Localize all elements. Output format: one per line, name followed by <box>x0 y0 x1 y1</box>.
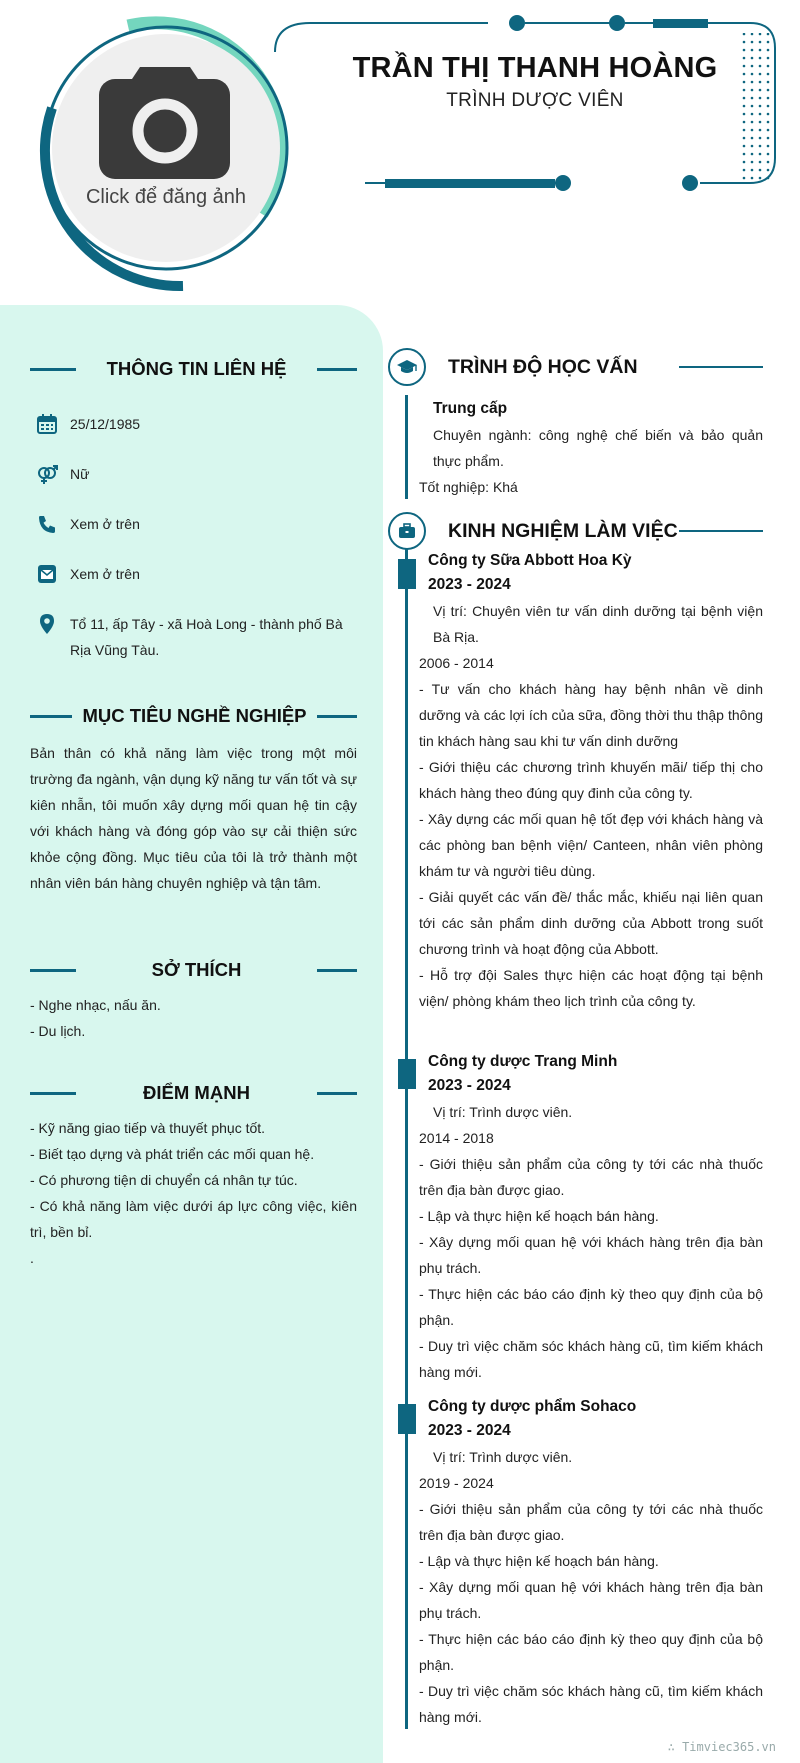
strength-item: - Kỹ năng giao tiếp và thuyết phục tốt. <box>30 1120 266 1136</box>
job-duty: - Lập và thực hiện kế hoạch bán hàng. <box>419 1208 659 1224</box>
strength-item: - Có phương tiện di chuyển cá nhân tự túc. <box>30 1172 298 1188</box>
job-company: Công ty dược phẩm Sohaco <box>428 1398 637 1415</box>
contact-email <box>36 561 366 587</box>
experience-timeline <box>405 548 408 1729</box>
avatar-caption[interactable]: Click để đăng ảnh <box>85 186 247 208</box>
job-duty: - Xây dựng mối quan hệ với khách hàng trên địa bàn phụ trách. <box>419 1234 763 1276</box>
watermark: ∴ Timviec365.vn <box>667 1740 776 1754</box>
objective-text: Bản thân có khả năng làm việc trong một môi trường đa ngành, vận dụng kỹ năng tư vấn tốt và sự kiên nhẫn, tôi muốn xây dựng mối quan hệ tin cậy với khách hàng và đóng góp vào sự cải thiện sức khỏe cộng đồng. Mục tiêu của tôi là trở thành một nhân viên bán hàng chuyên nghiệp và tận tâm. <box>30 745 357 891</box>
hobby-item: - Du lịch. <box>30 1023 86 1039</box>
briefcase-icon <box>388 512 426 550</box>
job-period <box>419 1125 763 1385</box>
experience-section-header <box>388 512 763 550</box>
job-years: 2023 - 2024 <box>428 1422 511 1439</box>
contact-phone <box>36 511 366 537</box>
job-duty: - Xây dựng mối quan hệ với khách hàng trên địa bàn phụ trách. <box>419 1579 763 1621</box>
education-title: TRÌNH ĐỘ HỌC VẤN <box>448 355 638 378</box>
job-duty: - Xây dựng các mối quan hệ tốt đẹp với khách hàng và các phòng ban bệnh viện/ Canteen, nhân viên phòng khám tư và người tiêu dùng. <box>419 811 763 879</box>
job-period-text: 2006 - 2014 <box>419 655 494 671</box>
job-position: Vị trí: Trình dược viên. <box>433 1449 573 1465</box>
job-company: Công ty dược Trang Minh <box>428 1053 618 1070</box>
job-years: 2023 - 2024 <box>428 1077 511 1094</box>
location-pin-icon <box>36 613 58 635</box>
contact-gender <box>36 461 366 487</box>
job-duty: - Duy trì việc chăm sóc khách hàng cũ, tìm kiếm khách hàng mới. <box>419 1683 763 1725</box>
email-value: Xem ở trên <box>70 566 140 582</box>
phone-icon <box>36 513 58 535</box>
job-position: Vị trí: Trình dược viên. <box>433 1104 573 1120</box>
contact-section-header <box>30 358 357 380</box>
job-position: Vị trí: Chuyên viên tư vấn dinh dưỡng tại bệnh viện Bà Rịa. <box>433 603 763 645</box>
job-duty: - Thực hiện các báo cáo định kỳ theo quy định của bộ phận. <box>419 1631 763 1673</box>
contact-address <box>36 611 366 663</box>
experience-title: KINH NGHIỆM LÀM VIỆC <box>448 519 678 542</box>
hobby-item: - Nghe nhạc, nấu ăn. <box>30 997 161 1013</box>
job-years: 2023 - 2024 <box>428 576 511 593</box>
education-level: Trung cấp <box>433 400 508 417</box>
job-duty: - Giải quyết các vấn đề/ thắc mắc, khiếu nại liên quan tới các sản phẩm dinh dưỡng của Abbott trong suốt chương trình và hoạt động của Abbott. <box>419 889 763 957</box>
strengths-section-header <box>30 1082 357 1104</box>
candidate-name: TRẦN THỊ THANH HOÀNG <box>352 52 718 84</box>
job-period <box>419 650 763 1014</box>
gender-value: Nữ <box>70 466 90 482</box>
job-period <box>419 1470 763 1730</box>
job-period-text: 2019 - 2024 <box>419 1475 494 1491</box>
job-company: Công ty Sữa Abbott Hoa Kỳ <box>428 552 632 569</box>
candidate-job-title: TRÌNH DƯỢC VIÊN <box>446 90 624 111</box>
contact-title: THÔNG TIN LIÊN HỆ <box>106 358 287 379</box>
objective-section-header <box>30 705 357 727</box>
strengths-title: ĐIỂM MẠNH <box>143 1082 250 1103</box>
job-duty: - Lập và thực hiện kế hoạch bán hàng. <box>419 1553 659 1569</box>
address-value: Tổ 11, ấp Tây - xã Hoà Long - thành phố Bà Rịa Vũng Tàu. <box>70 616 343 658</box>
contact-birthday <box>36 411 366 437</box>
email-icon <box>36 563 58 585</box>
strengths-list <box>30 1115 357 1271</box>
strength-item: - Có khả năng làm việc dưới áp lực công việc, kiên trì, bền bỉ. <box>30 1198 357 1240</box>
calendar-icon <box>36 413 58 435</box>
job-marker <box>398 1404 416 1434</box>
job-duty: - Tư vấn cho khách hàng hay bệnh nhân về dinh dưỡng và các lợi ích của sữa, đồng thời thu thập thông tin khách hàng sau khi tư vấn dinh dưỡng <box>419 681 763 749</box>
hobbies-list <box>30 992 357 1044</box>
education-section-header <box>388 348 763 386</box>
job-duty: - Giới thiệu các chương trình khuyến mãi/ tiếp thị cho khách hàng theo đúng quy đinh của công ty. <box>419 759 763 801</box>
job-duty: - Giới thiệu sản phẩm của công ty tới các nhà thuốc trên địa bàn được giao. <box>419 1501 763 1543</box>
job-marker <box>398 1059 416 1089</box>
strength-item: . <box>30 1250 34 1266</box>
birthday-value: 25/12/1985 <box>70 416 141 432</box>
job-duty: - Hỗ trợ đội Sales thực hiện các hoạt động tại bệnh viện/ phòng khám theo lịch trình của công ty. <box>419 967 763 1009</box>
gender-icon <box>36 463 58 485</box>
job-period-text: 2014 - 2018 <box>419 1130 494 1146</box>
strength-item: - Biết tạo dựng và phát triển các mối quan hệ. <box>30 1146 315 1162</box>
graduation-cap-icon <box>388 348 426 386</box>
job-marker <box>398 559 416 589</box>
phone-value: Xem ở trên <box>70 516 140 532</box>
job-duty: - Duy trì việc chăm sóc khách hàng cũ, tìm kiếm khách hàng mới. <box>419 1338 763 1380</box>
job-duty: - Giới thiệu sản phẩm của công ty tới các nhà thuốc trên địa bàn được giao. <box>419 1156 763 1198</box>
education-graduation: Tốt nghiệp: Khá <box>419 479 518 495</box>
education-timeline <box>405 395 408 499</box>
camera-icon <box>99 67 230 179</box>
objective-title: MỤC TIÊU NGHỀ NGHIỆP <box>82 705 307 726</box>
education-major: Chuyên ngành: công nghệ chế biến và bảo quản thực phẩm. <box>433 427 763 469</box>
hobbies-section-header <box>30 959 357 981</box>
hobbies-title: SỞ THÍCH <box>151 959 242 980</box>
job-duty: - Thực hiện các báo cáo định kỳ theo quy định của bộ phận. <box>419 1286 763 1328</box>
